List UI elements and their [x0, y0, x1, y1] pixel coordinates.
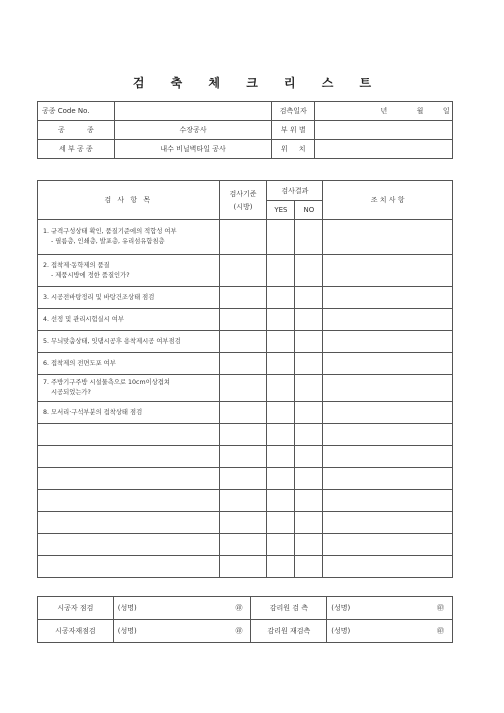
item-1-line2: - 필름층, 인쇄층, 발포층, 유리섬유함침층 — [51, 238, 165, 245]
date-label: 검측일자 — [272, 102, 315, 121]
detail-value[interactable]: 내수 비닐벽타일 공사 — [114, 140, 271, 159]
item-3-yes[interactable] — [267, 287, 295, 309]
item-1-standard[interactable] — [219, 220, 267, 255]
part-value[interactable] — [315, 121, 453, 140]
signature-table — [37, 596, 453, 643]
seal-mark: ㊞ — [437, 627, 444, 635]
seal-mark: ㊞ — [235, 627, 243, 635]
item-3-action[interactable] — [323, 287, 453, 309]
item-4-yes[interactable] — [267, 309, 295, 331]
item-6-action[interactable] — [323, 353, 453, 375]
item-6-standard[interactable] — [219, 353, 267, 375]
contractor-recheck-label: 시공자재점검 — [38, 620, 114, 643]
part-label: 부 위 별 — [272, 121, 315, 140]
location-label: 위 치 — [272, 140, 315, 159]
col-no-header: NO — [295, 201, 323, 220]
item-5-standard[interactable] — [219, 331, 267, 353]
item-7 — [38, 375, 220, 402]
date-day: 일 — [442, 107, 450, 115]
item-8-action[interactable] — [323, 402, 453, 424]
header-table — [37, 101, 453, 159]
item-5: 5. 무늬맞춤상태, 잇댐시공후 용착제시공 여부점검 — [38, 331, 220, 353]
seal-mark: ㊞ — [437, 604, 444, 612]
item-2-line2: - 제품시방에 정한 품질인가? — [51, 271, 130, 279]
supervisor-check-label: 감리원 검 측 — [251, 597, 327, 620]
work-label: 공 종 — [38, 121, 115, 140]
name-placeholder: (성명) — [331, 627, 351, 635]
seal-mark: ㊞ — [235, 604, 243, 612]
contractor-recheck-sign[interactable] — [113, 620, 251, 643]
item-8-standard[interactable] — [219, 402, 267, 424]
item-7-line1: 7. 주방기구주방 시설물측으로 10cm이상겹쳐 — [43, 379, 170, 386]
item-1-no[interactable] — [295, 220, 323, 255]
item-7-yes[interactable] — [267, 375, 295, 402]
supervisor-recheck-sign[interactable] — [327, 620, 453, 643]
item-8: 8. 모서리·구석부분의 접착상태 점검 — [38, 402, 220, 424]
col-yes-header: YES — [267, 201, 295, 220]
item-7-line2: 시공되었는가? — [51, 389, 91, 396]
supervisor-recheck-label: 감리원 재검측 — [251, 620, 327, 643]
page-title: 검 축 체 크 리 스 트 — [132, 76, 383, 90]
col-standard-header — [219, 181, 267, 220]
inspection-table — [37, 180, 453, 578]
item-2-standard[interactable] — [219, 255, 267, 287]
blank-row — [38, 446, 453, 468]
item-7-no[interactable] — [295, 375, 323, 402]
code-value[interactable] — [114, 102, 271, 121]
contractor-check-sign[interactable] — [113, 597, 251, 620]
name-placeholder: (성명) — [117, 627, 137, 635]
item-4-action[interactable] — [323, 309, 453, 331]
item-4: 4. 선정 및 관리시험실시 여부 — [38, 309, 220, 331]
blank-row — [38, 490, 453, 512]
col-action-header: 조 치 사 항 — [323, 181, 453, 220]
date-month: 월 — [416, 107, 424, 115]
item-3-standard[interactable] — [219, 287, 267, 309]
col-items-header: 검 사 항 목 — [38, 181, 220, 220]
item-2-line1: 2. 접착제·동학제의 품질 — [43, 261, 110, 269]
name-placeholder: (성명) — [331, 604, 351, 612]
item-6: 6. 접착제의 전면도포 여부 — [38, 353, 220, 375]
blank-row — [38, 556, 453, 578]
item-2-action[interactable] — [323, 255, 453, 287]
item-8-yes[interactable] — [267, 402, 295, 424]
item-2-yes[interactable] — [267, 255, 295, 287]
item-2-no[interactable] — [295, 255, 323, 287]
detail-label: 세 부 공 종 — [38, 140, 115, 159]
item-5-no[interactable] — [295, 331, 323, 353]
item-2 — [38, 255, 220, 287]
col-result-header: 검사결과 — [267, 181, 323, 201]
blank-row — [38, 534, 453, 556]
item-5-yes[interactable] — [267, 331, 295, 353]
blank-row — [38, 468, 453, 490]
name-placeholder: (성명) — [117, 604, 137, 612]
item-1-line1: 1. 규격구성상태 확인, 품질기준에의 적합성 여부 — [43, 228, 177, 235]
item-5-action[interactable] — [323, 331, 453, 353]
blank-row — [38, 512, 453, 534]
col-standard-line1: 검사기준 — [229, 189, 257, 198]
item-8-no[interactable] — [295, 402, 323, 424]
item-7-action[interactable] — [323, 375, 453, 402]
item-1-yes[interactable] — [267, 220, 295, 255]
item-4-standard[interactable] — [219, 309, 267, 331]
item-1 — [38, 220, 220, 255]
supervisor-check-sign[interactable] — [327, 597, 453, 620]
contractor-check-label: 시공자 점검 — [38, 597, 114, 620]
item-7-standard[interactable] — [219, 375, 267, 402]
item-6-no[interactable] — [295, 353, 323, 375]
blank-row — [38, 424, 453, 446]
col-standard-line2: (시방) — [233, 202, 253, 211]
location-value[interactable] — [315, 140, 453, 159]
item-3: 3. 시공전바탕정리 및 바탕건조상태 점검 — [38, 287, 220, 309]
item-4-no[interactable] — [295, 309, 323, 331]
item-1-action[interactable] — [323, 220, 453, 255]
code-label: 공종 Code No. — [38, 102, 115, 121]
work-value[interactable]: 수장공사 — [114, 121, 271, 140]
item-6-yes[interactable] — [267, 353, 295, 375]
date-year: 년 — [380, 107, 388, 115]
item-3-no[interactable] — [295, 287, 323, 309]
date-value[interactable] — [315, 102, 453, 121]
